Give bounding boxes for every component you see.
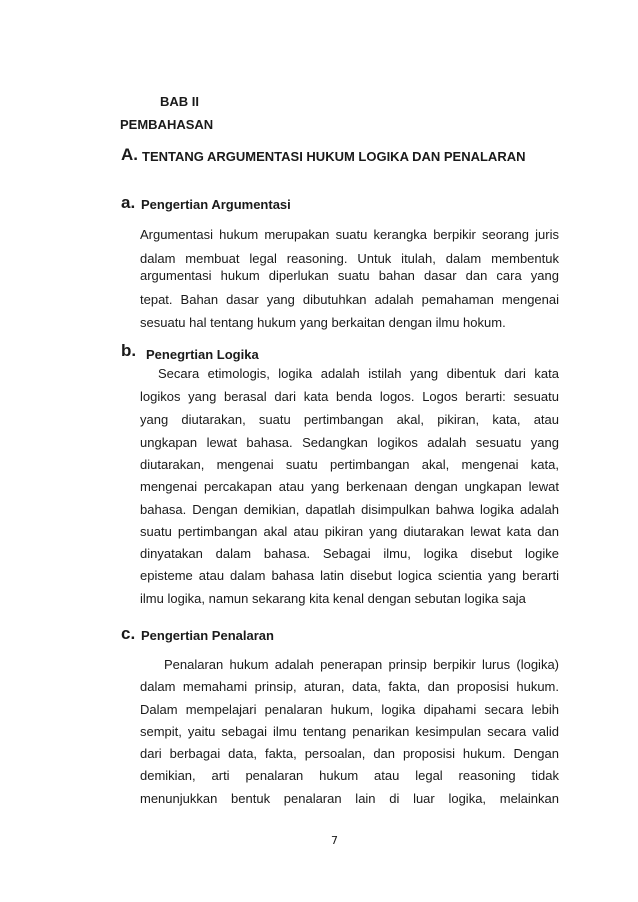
section-a-letter: A. [121,145,138,164]
paragraph-line: tepat. Bahan dasar yang dibutuhkan adalah pemahaman mengenai [140,292,559,307]
subsection-c-title: Pengertian Penalaran [141,628,274,643]
paragraph-line: Dalam mempelajari penalaran hukum, logika dipahami secara lebih [140,702,559,717]
paragraph-line: bahasa. Dengan demikian, dapatlah disimpulkan bahwa logika adalah [140,502,559,517]
subsection-b-title: Penegrtian Logika [146,347,259,362]
paragraph-line: episteme atau dalam bahasa latin disebut logica scientia yang berarti [140,568,559,583]
section-a-title: TENTANG ARGUMENTASI HUKUM LOGIKA DAN PENALARAN [142,149,526,164]
paragraph-line: sesuatu hal tentang hukum yang berkaitan dengan ilmu hokum. [140,315,506,330]
paragraph-line: mengenai percakapan atau yang berkenaan dengan ungkapan lewat [140,479,559,494]
page-number: 7 [331,834,338,847]
paragraph-line: argumentasi hukum diperlukan suatu bahan dasar dan cara yang [140,268,559,283]
paragraph-line: demikian, arti penalaran hukum atau legal reasoning tidak [140,768,559,783]
paragraph-line: dalam membuat legal reasoning. Untuk itulah, dalam membentuk [140,251,559,266]
paragraph-line: Argumentasi hukum merupakan suatu kerangka berpikir seorang juris [140,227,559,242]
chapter-label: BAB II [160,94,199,109]
paragraph-line: ungkapan lewat bahasa. Sedangkan logikos adalah sesuatu yang [140,435,559,450]
paragraph-line: suatu pertimbangan akal atau pikiran yang diutarakan lewat kata dan [140,524,559,539]
subsection-a-title: Pengertian Argumentasi [141,197,291,212]
paragraph-line: yang diutarakan, suatu pertimbangan akal, pikiran, kata, atau [140,412,559,427]
paragraph-line: dari berbagai data, fakta, persoalan, dan proposisi hukum. Dengan [140,746,559,761]
subsection-b-letter: b. [121,341,137,360]
subsection-c-letter: c. [121,624,136,643]
paragraph-line: dinyatakan dalam bahasa. Sebagai ilmu, logika disebut logike [140,546,559,561]
paragraph-line: ilmu logika, namun sekarang kita kenal dengan sebutan logika saja [140,591,526,606]
paragraph-line: dalam memahami prinsip, aturan, data, fakta, dan proposisi hukum. [140,679,559,694]
paragraph-line: sempit, yaitu sebagai ilmu tentang penarikan kesimpulan secara valid [140,724,559,739]
subsection-a-letter: a. [121,193,136,212]
paragraph-line: logikos yang berasal dari kata benda logos. Logos berarti: sesuatu [140,389,559,404]
paragraph-line: diutarakan, mengenai suatu pertimbangan akal, mengenai kata, [140,457,559,472]
paragraph-line: menunjukkan bentuk penalaran lain di luar logika, melainkan [140,791,559,806]
paragraph-line: Penalaran hukum adalah penerapan prinsip berpikir lurus (logika) [164,657,559,672]
chapter-title: PEMBAHASAN [120,117,214,132]
paragraph-line: Secara etimologis, logika adalah istilah yang dibentuk dari kata [158,366,559,381]
